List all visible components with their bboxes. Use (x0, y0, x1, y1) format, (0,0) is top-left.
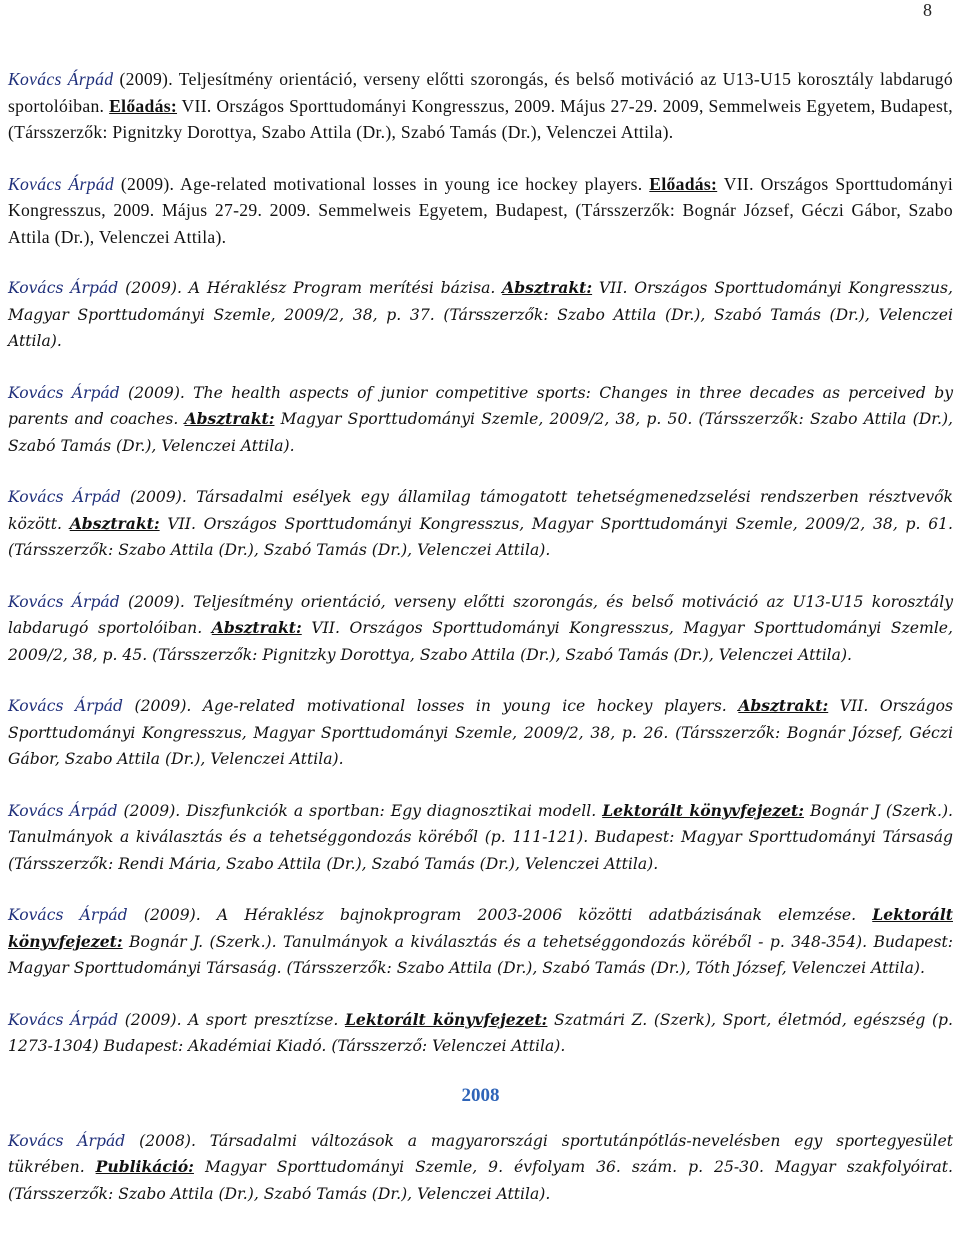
entry-type-label: Előadás: (649, 173, 718, 194)
publication-entry (8, 589, 953, 669)
author-name: Kovács Árpád (8, 906, 128, 924)
entry-details: VII. Országos Sporttudományi Kongresszus, Magyar Sporttudományi Szemle, 2009/2, 38, p. 61. (Társszerzők: Szabo Attila (Dr.), Szabó Tamás (Dr.), Velenczei Attila). (8, 514, 953, 559)
entry-details: Bognár J. (Szerk.). Tanulmányok a kiválasztás és a tehetséggondozás köréből - p. 348-354). Budapest: Magyar Sporttudományi Társaság. (Társszerzők: Szabo Attila (Dr.), Szabó Tamás (Dr.), Tóth József, Velenczei Attila). (8, 932, 953, 977)
entry-title: (2009). Társadalmi esélyek egy államilag támogatott tehetségmenedzselési rendszerben résztvevők között. (8, 488, 953, 533)
author-name: Kovács Árpád (8, 801, 118, 820)
entry-title: (2009). A Héraklész Program merítési bázisa. (118, 279, 503, 297)
entry-title: (2009). The health aspects of junior competitive sports: Changes in three decades as perceived by parents and coaches. (8, 383, 953, 428)
entry-details: VII. Országos Sporttudományi Kongresszus, Magyar Sporttudományi Szemle, 2009/2, 38, p. 37. (Társszerzők: Szabo Attila (Dr.), Szabó Tamás (Dr.), Velenczei Attila). (8, 279, 954, 350)
entry-type-label: Absztrakt: (502, 278, 593, 297)
author-name: Kovács Árpád (8, 488, 121, 506)
entry-details: Magyar Sporttudományi Szemle, 9. évfolyam 36. szám. p. 25-30. Magyar szakfolyóirat. (Társszerzők: Szabo Attila (Dr.), Szabó Tamás (Dr.), Velenczei Attila). (8, 1158, 954, 1203)
publication-list (8, 66, 953, 1232)
author-name: Kovács Árpád (8, 279, 119, 297)
entry-title: (2009). A Héraklész bajnokprogram 2003-2006 közötti adatbázisának elemzése. (127, 906, 873, 924)
page-number: 8 (923, 0, 932, 20)
entry-details: VII. Országos Sporttudományi Kongresszus, Magyar Sporttudományi Szemle, 2009/2, 38, p. 26. (Társszerzők: Bognár József, Géczi Gábor, Szabo Attila (Dr.), Velenczei Attila). (8, 697, 953, 768)
publication-entry (8, 1007, 953, 1060)
publication-entry (8, 380, 953, 460)
entry-title: (2009). Age-related motivational losses in young ice hockey players. (123, 697, 739, 715)
entry-title: (2008). Társadalmi változások a magyarországi sportutánpótlás-nevelésben egy sportegyesület tükrében. (8, 1131, 953, 1176)
entry-details: Magyar Sporttudományi Szemle, 2009/2, 38, p. 50. (Társszerzők: Szabo Attila (Dr.), Szabó Tamás (Dr.), Velenczei Attila). (8, 410, 953, 455)
entry-title: (2009). Teljesítmény orientáció, verseny előtti szorongás, és belső motiváció az U13-U15 korosztály labdarugó sportolóiban. (8, 592, 953, 637)
publication-entry (8, 171, 953, 251)
entry-type-label: Publikáció: (95, 1157, 194, 1176)
entry-type-label: Előadás: (109, 95, 178, 116)
entry-title: (2009). Diszfunkciók a sportban: Egy diagnosztikai modell. (117, 801, 603, 820)
author-name: Kovács Árpád (8, 173, 114, 194)
publication-entry (8, 484, 953, 564)
entry-type-label: Lektorált könyvfejezet: (602, 800, 804, 820)
publication-entry (8, 1128, 953, 1208)
entry-details: Szatmári Z. (Szerk), Sport, életmód, egészség (p. 1273-1304) Budapest: Akadémiai Kiadó. (Társszerző: Velenczei Attila). (8, 1010, 953, 1055)
author-name: Kovács Árpád (8, 69, 114, 89)
year-heading: 2008 (461, 1084, 500, 1106)
entry-type-label: Lektorált könyvfejezet: (8, 905, 953, 951)
publication-entry (8, 275, 953, 355)
publication-entry (8, 798, 953, 878)
author-name: Kovács Árpád (8, 1131, 126, 1150)
entry-details: VII. Országos Sporttudományi Kongresszus, Magyar Sporttudományi Szemle, 2009/2, 38, p. 45. (Társszerzők: Pignitzky Dorottya, Szabo Attila (Dr.), Szabó Tamás (Dr.), Velenczei Attila). (8, 619, 953, 664)
entry-title: (2009). Teljesítmény orientáció, verseny előtti szorongás, és belső motiváció az U13-U15 korosztály labdarugó sportolóiban. (8, 69, 953, 116)
author-name: Kovács Árpád (8, 383, 120, 402)
entry-type-label: Lektorált könyvfejezet: (344, 1009, 548, 1029)
entry-details: VII. Országos Sporttudományi Kongresszus, 2009. Május 27-29. 2009. Semmelweis Egyetem, Budapest, (Társszerzők: Bognár József, Géczi Gábor, Szabo Attila (Dr.), Velenczei Attila). (8, 173, 954, 247)
entry-title: (2009). Age-related motivational losses in young ice hockey players. (113, 173, 650, 194)
publication-entry (8, 693, 953, 773)
entry-title: (2009). A sport presztízse. (118, 1010, 345, 1029)
publication-entry (8, 66, 953, 146)
entry-type-label: Absztrakt: (211, 618, 302, 637)
entry-type-label: Absztrakt: (184, 409, 275, 428)
entry-details: VII. Országos Sporttudományi Kongresszus, 2009. Május 27-29. 2009, Semmelweis Egyetem, Budapest, (Társszerzők: Pignitzky Dorottya, Szabo Attila (Dr.), Szabó Tamás (Dr.), Velenczei Attila). (8, 95, 953, 142)
author-name: Kovács Árpád (8, 697, 123, 715)
author-name: Kovács Árpád (8, 592, 120, 611)
entry-type-label: Absztrakt: (738, 696, 829, 715)
author-name: Kovács Árpád (8, 1010, 119, 1029)
entry-type-label: Absztrakt: (69, 513, 160, 533)
publication-entry (8, 902, 953, 982)
entry-details: Bognár J (Szerk.). Tanulmányok a kiválasztás és a tehetséggondozás köréből (p. 111-121). Budapest: Magyar Sporttudományi Társaság (Társszerzők: Rendi Mária, Szabo Attila (Dr.), Szabó Tamás (Dr.), Velenczei Attila). (8, 801, 953, 873)
